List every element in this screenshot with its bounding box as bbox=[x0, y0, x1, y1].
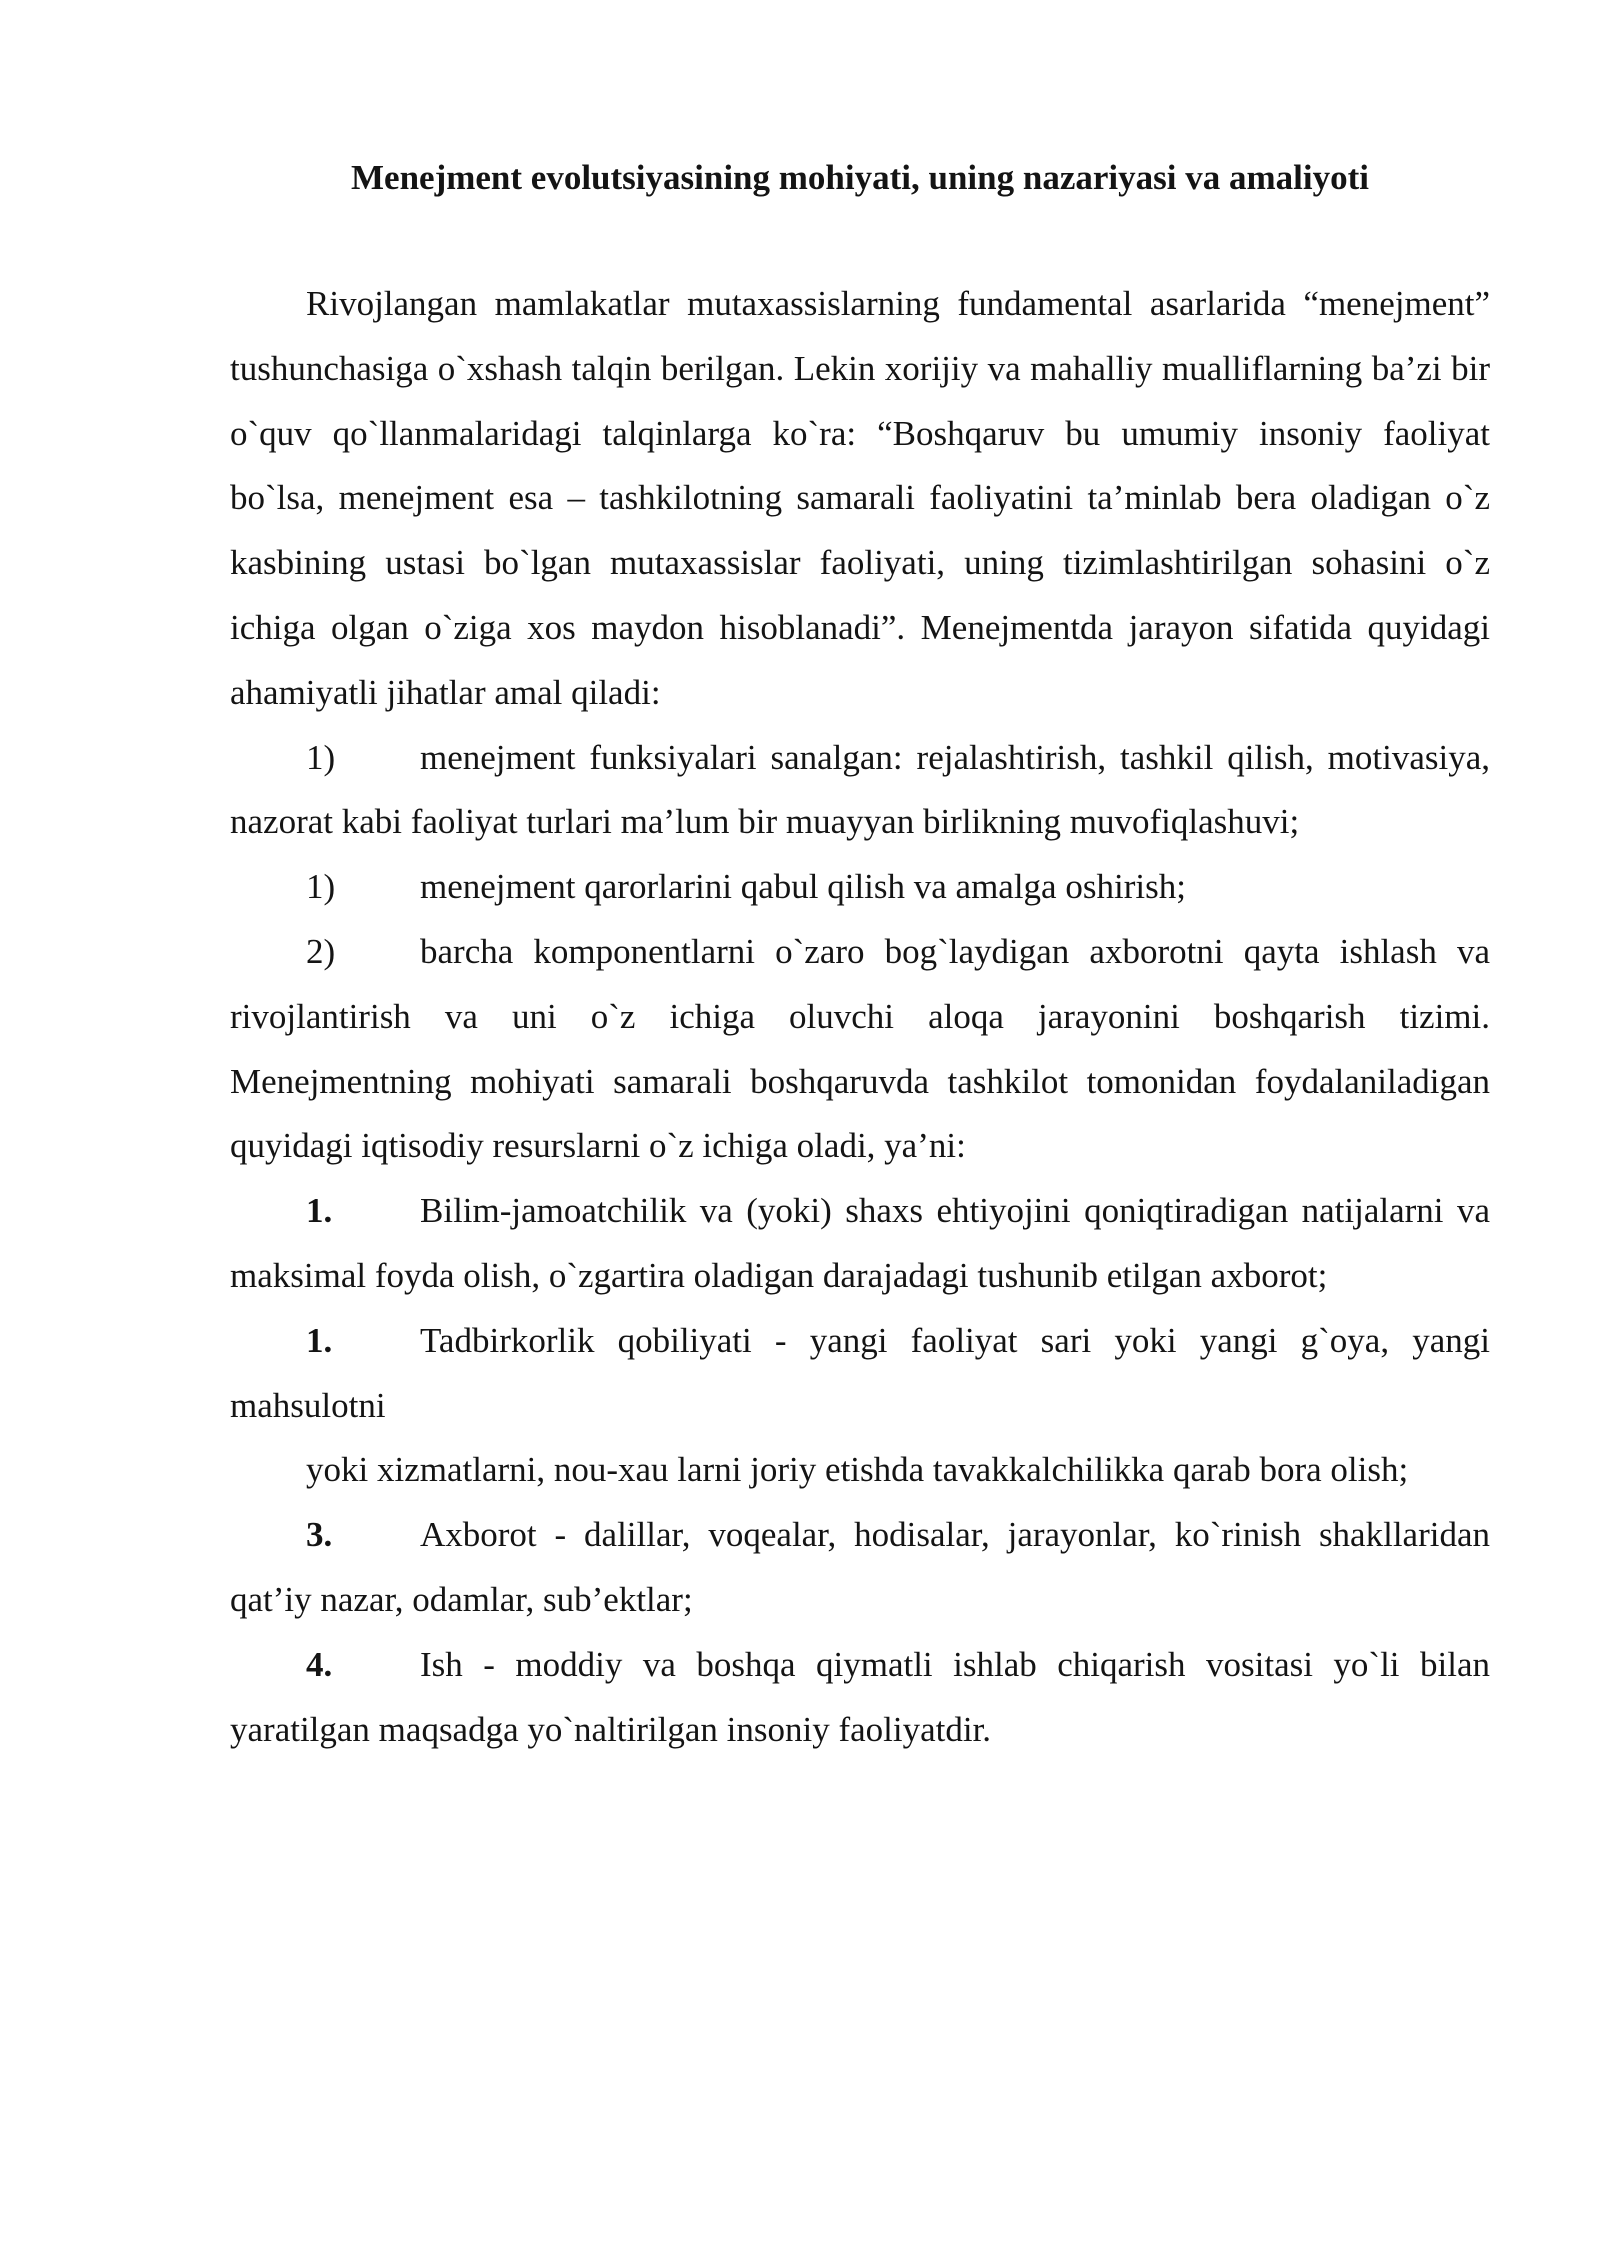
list-item bbox=[230, 1633, 1490, 1763]
list-item bbox=[230, 1179, 1490, 1309]
list-marker: 1) bbox=[306, 737, 336, 777]
list-item bbox=[230, 1503, 1490, 1633]
list-item-text: menejment funksiyalari sanalgan: rejalashtirish, tashkil qilish, motivasiya, nazorat kabi faoliyat turlari ma’lum bir muayyan birlikning muvofiqlashuvi; bbox=[230, 737, 1490, 842]
list-marker: 2) bbox=[306, 931, 336, 971]
list-item bbox=[230, 1309, 1490, 1439]
list-marker: 4. bbox=[306, 1644, 333, 1684]
list-item-text: Tadbirkorlik qobiliyati - yangi faoliyat sari yoki yangi g`oya, yangi mahsulotni bbox=[230, 1320, 1490, 1425]
list-item bbox=[230, 726, 1490, 856]
list-marker: 1. bbox=[306, 1191, 333, 1231]
list-item-text: barcha komponentlarni o`zaro bog`laydigan axborotni qayta ishlash va rivojlantirish va uni o`z ichiga oluvchi aloqa jarayonini boshqarish tizimi. Menejmentning mohiyati samarali boshqaruvda tashkilot tomonidan foydalaniladigan quyidagi iqtisodiy resurslarni o`z ichiga oladi, ya’ni: bbox=[230, 931, 1490, 1166]
document-body bbox=[230, 272, 1490, 1762]
list-marker: 1. bbox=[306, 1320, 333, 1360]
continuation-paragraph: yoki xizmatlarni, nou-xau larni joriy etishda tavakkalchilikka qarab bora olish; bbox=[306, 1450, 1409, 1490]
list-item bbox=[230, 855, 1490, 920]
document-title: Menejment evolutsiyasining mohiyati, uning nazariyasi va amaliyoti bbox=[351, 158, 1369, 197]
list-item-text: menejment qarorlarini qabul qilish va amalga oshirish; bbox=[420, 867, 1186, 907]
list-item bbox=[230, 920, 1490, 1179]
list-item-text: Bilim-jamoatchilik va (yoki) shaxs ehtiyojini qoniqtiradigan natijalarni va maksimal foyda olish, o`zgartira oladigan darajadagi tushunib etilgan axborot; bbox=[230, 1191, 1490, 1295]
intro-paragraph: Rivojlangan mamlakatlar mutaxassislarning fundamental asarlarida “menejment” tushunchasiga o`xshash talqin berilgan. Lekin xorijiy va mahalliy mualliflarning ba’zi bir o`quv qo`llanmalaridagi talqinlarga ko`ra: “Boshqaruv bu umumiy insoniy faoliyat bo`lsa, menejment esa – tashkilotning samarali faoliyatini ta’minlab bera oladigan o`z kasbining ustasi bo`lgan mutaxassislar faoliyati, uning tizimlashtirilgan sohasini o`z ichiga olgan o`ziga xos maydon hisoblanadi”. Menejmentda jarayon sifatida quyidagi ahamiyatli jihatlar amal qiladi: bbox=[230, 284, 1490, 712]
list-item-text: Ish - moddiy va boshqa qiymatli ishlab chiqarish vositasi yo`li bilan yaratilgan maqsadga yo`naltirilgan insoniy faoliyatdir. bbox=[230, 1644, 1490, 1749]
list-marker: 1) bbox=[306, 867, 336, 907]
list-marker: 3. bbox=[306, 1515, 333, 1555]
list-item-text: Axborot - dalillar, voqealar, hodisalar, jarayonlar, ko`rinish shakllaridan qat’iy nazar, odamlar, sub’ektlar; bbox=[230, 1515, 1490, 1619]
